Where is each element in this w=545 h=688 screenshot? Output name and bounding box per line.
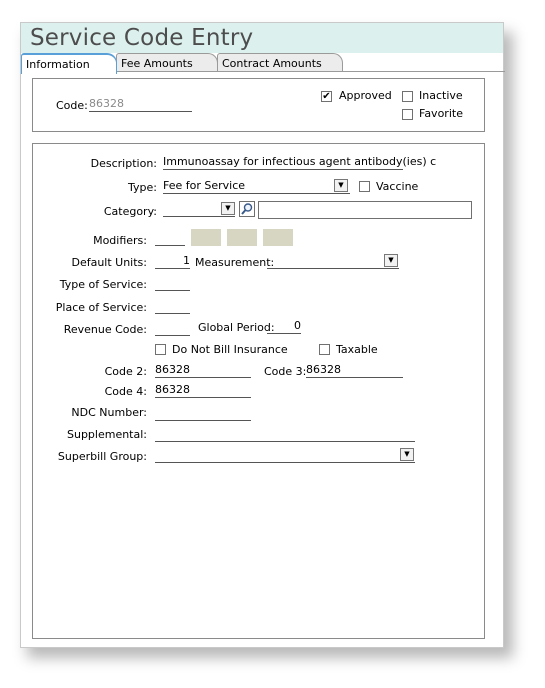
tab-contract-amounts[interactable]: Contract Amounts xyxy=(217,53,343,72)
approved-checkbox[interactable] xyxy=(321,91,332,102)
supplemental-field[interactable] xyxy=(155,427,415,442)
code3-label: Code 3: xyxy=(264,365,307,378)
superbill-group-select[interactable] xyxy=(155,448,415,463)
window-title: Service Code Entry xyxy=(30,25,254,51)
vaccine-checkbox[interactable] xyxy=(359,181,370,192)
inactive-checkbox[interactable] xyxy=(402,91,413,102)
code3-field[interactable]: 86328 xyxy=(306,363,403,378)
modifier-field-2[interactable] xyxy=(191,229,221,246)
description-label: Description: xyxy=(90,157,157,170)
service-code-entry-window xyxy=(20,22,504,648)
tab-fee-amounts[interactable]: Fee Amounts xyxy=(116,53,218,72)
chevron-down-icon: ▼ xyxy=(225,204,231,212)
ndc-number-field[interactable] xyxy=(155,406,251,421)
tab-strip-border xyxy=(116,71,505,72)
approved-label: Approved xyxy=(339,89,392,102)
revenue-code-field[interactable] xyxy=(155,321,190,336)
code4-field[interactable]: 86328 xyxy=(155,383,251,398)
description-field[interactable]: Immunoassay for infectious agent antibody(ies) c xyxy=(163,155,437,168)
modifier-field-3[interactable] xyxy=(227,229,257,246)
do-not-bill-checkbox[interactable] xyxy=(155,344,166,355)
place-of-service-label: Place of Service: xyxy=(55,301,147,314)
type-of-service-label: Type of Service: xyxy=(59,278,147,291)
category-search-button[interactable] xyxy=(239,201,255,217)
code-panel xyxy=(32,78,485,132)
details-panel xyxy=(32,143,485,639)
chevron-down-icon: ▼ xyxy=(388,256,394,264)
magnifier-icon xyxy=(240,202,254,216)
measurement-select[interactable] xyxy=(267,254,399,269)
code4-label: Code 4: xyxy=(104,385,147,398)
superbill-group-label: Superbill Group: xyxy=(57,450,147,463)
modifier-field-4[interactable] xyxy=(263,229,293,246)
do-not-bill-label: Do Not Bill Insurance xyxy=(172,343,288,356)
code2-label: Code 2: xyxy=(104,365,147,378)
vaccine-label: Vaccine xyxy=(376,180,419,193)
favorite-checkbox[interactable] xyxy=(402,109,413,120)
place-of-service-field[interactable] xyxy=(155,299,190,314)
category-search-field[interactable] xyxy=(258,201,472,219)
tab-information[interactable]: Information xyxy=(21,53,117,74)
favorite-label: Favorite xyxy=(419,107,463,120)
global-period-field[interactable]: 0 xyxy=(267,319,301,334)
measurement-label: Measurement: xyxy=(195,256,275,269)
checkmark-icon: ✔ xyxy=(322,91,331,102)
title-bar xyxy=(21,23,503,53)
default-units-field[interactable]: 1 xyxy=(155,254,190,269)
code-field[interactable]: 86328 xyxy=(89,97,192,112)
default-units-label: Default Units: xyxy=(71,256,147,269)
chevron-down-icon: ▼ xyxy=(338,181,344,189)
global-period-label: Global Period: xyxy=(198,321,275,334)
taxable-label: Taxable xyxy=(336,343,378,356)
revenue-code-label: Revenue Code: xyxy=(63,323,147,336)
taxable-checkbox[interactable] xyxy=(319,344,330,355)
modifiers-label: Modifiers: xyxy=(93,234,147,247)
code2-field[interactable]: 86328 xyxy=(155,363,251,378)
measurement-dropdown-button[interactable] xyxy=(384,254,398,267)
type-select[interactable]: Fee for Service xyxy=(163,179,350,194)
supplemental-label: Supplemental: xyxy=(66,428,147,441)
superbill-group-dropdown-button[interactable] xyxy=(400,448,414,461)
modifier-field-1[interactable] xyxy=(155,230,185,246)
type-label: Type: xyxy=(128,181,157,194)
code-label: Code: xyxy=(56,99,88,112)
chevron-down-icon: ▼ xyxy=(404,450,410,458)
category-dropdown-button[interactable] xyxy=(221,202,235,215)
inactive-label: Inactive xyxy=(419,89,463,102)
type-of-service-field[interactable] xyxy=(155,276,190,291)
type-dropdown-button[interactable] xyxy=(334,179,348,192)
category-label: Category: xyxy=(103,205,157,218)
ndc-number-label: NDC Number: xyxy=(71,406,147,419)
